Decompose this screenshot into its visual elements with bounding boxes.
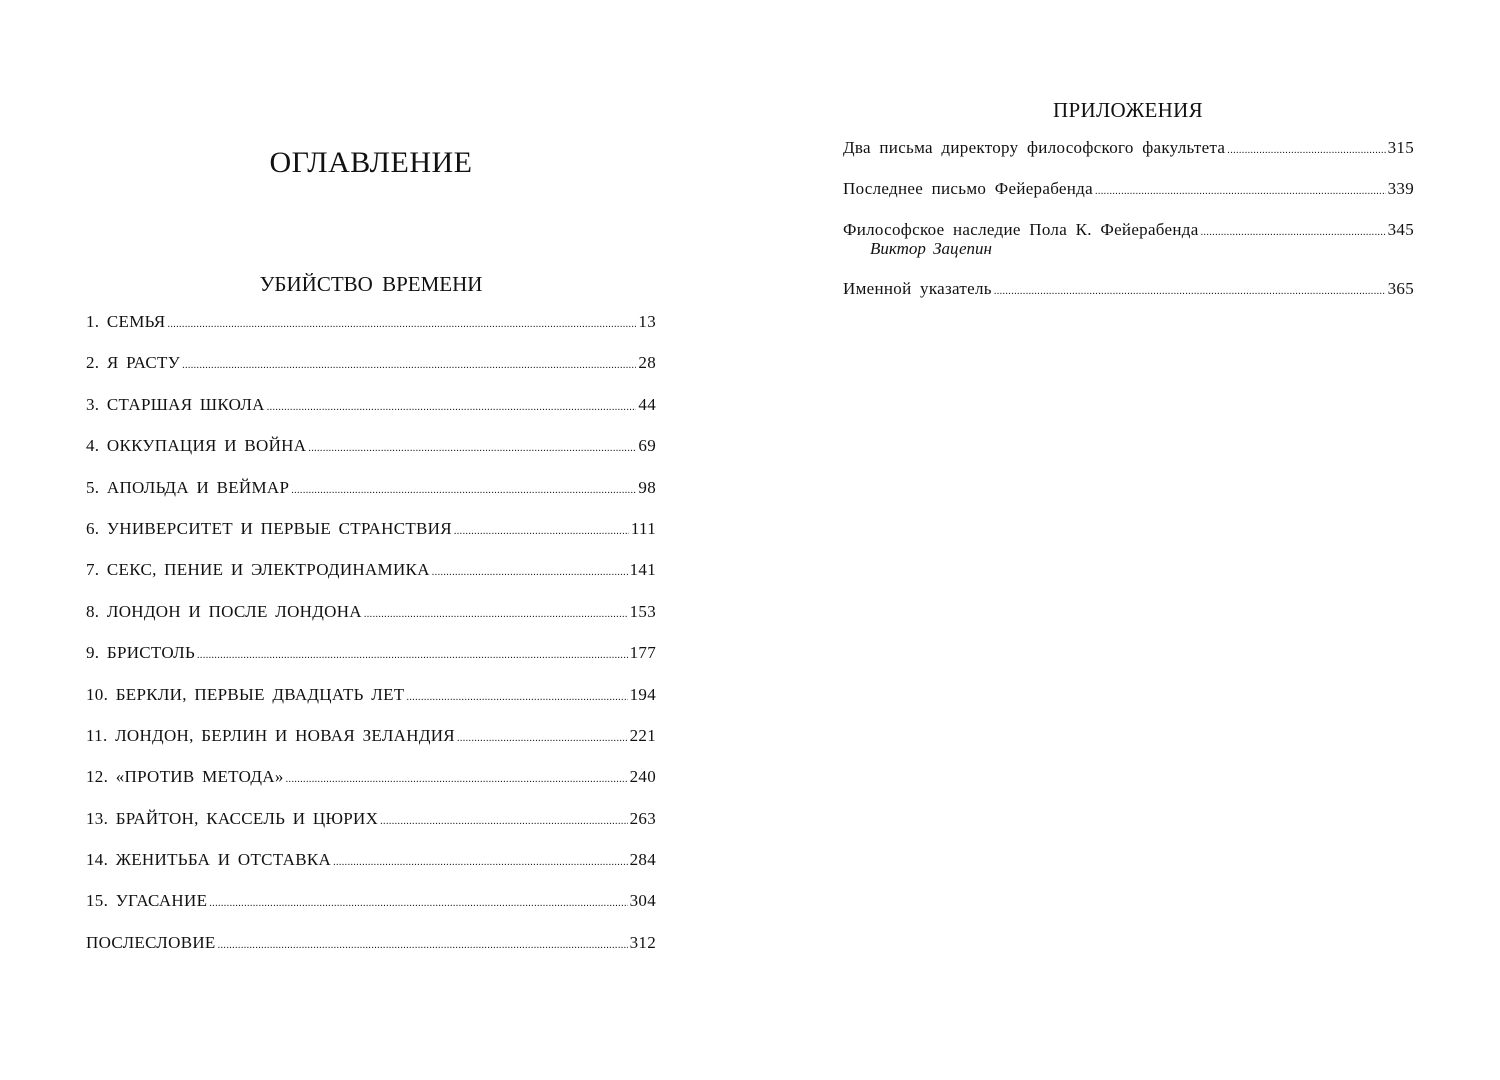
toc-entry [86, 726, 656, 767]
toc-entry [86, 312, 656, 353]
dot-leader [291, 485, 636, 496]
dot-leader [1095, 186, 1386, 197]
toc-entry-title: Именной указатель [843, 279, 992, 298]
toc-entry-title: 12. «ПРОТИВ МЕТОДА» [86, 767, 284, 787]
toc-entry-page-number: 345 [1387, 220, 1414, 239]
toc-entry-title: 4. ОККУПАЦИЯ И ВОЙНА [86, 436, 307, 456]
section-title: УБИЙСТВО ВРЕМЕНИ [259, 272, 483, 296]
toc-entry-title: 14. ЖЕНИТЬБА И ОТСТАВКА [86, 850, 332, 870]
dot-leader [267, 402, 637, 413]
toc-entry-title: Два письма директору философского факультета [843, 138, 1226, 157]
toc-entry [86, 478, 656, 519]
toc-entry-page-number: 98 [638, 477, 656, 497]
appendix-list [843, 138, 1414, 320]
toc-entry [843, 138, 1414, 159]
toc-entry [86, 519, 656, 560]
dot-leader [994, 286, 1386, 297]
toc-entry-page-number: 44 [638, 394, 656, 414]
page-title: ОГЛАВЛЕНИЕ [269, 146, 473, 179]
toc-entry-page-number: 111 [630, 518, 656, 538]
toc-entry [86, 933, 656, 974]
toc-entry-title: 2. Я РАСТУ [86, 353, 181, 373]
toc-entry-title: Последнее письмо Фейерабенда [843, 179, 1093, 198]
toc-entry [86, 602, 656, 643]
toc-entry-page-number: 339 [1387, 179, 1414, 198]
toc-entry-page-number: 315 [1387, 138, 1414, 157]
toc-entry-title: ПОСЛЕСЛОВИЕ [86, 932, 216, 952]
appendix-entry [843, 138, 1414, 159]
toc-entry-title: 9. БРИСТОЛЬ [86, 643, 196, 663]
dot-leader [364, 609, 628, 620]
toc-entry [86, 891, 656, 932]
toc-entry-title: 6. УНИВЕРСИТЕТ И ПЕРВЫЕ СТРАНСТВИЯ [86, 518, 452, 538]
appendix-entry [843, 279, 1414, 300]
toc-entry [86, 809, 656, 850]
dot-leader [1201, 227, 1386, 238]
toc-entry-page-number: 194 [629, 684, 656, 704]
toc-entry [843, 279, 1414, 300]
toc-entry-title: 13. БРАЙТОН, КАССЕЛЬ И ЦЮРИХ [86, 808, 379, 828]
appendix-entry [843, 220, 1414, 259]
dot-leader [209, 898, 627, 909]
toc-entry-page-number: 312 [629, 932, 656, 952]
toc-entry-title: Философское наследие Пола К. Фейерабенда [843, 220, 1199, 239]
toc-entry [86, 643, 656, 684]
dot-leader [308, 443, 636, 454]
dot-leader [333, 857, 628, 868]
toc-entry-title: 8. ЛОНДОН И ПОСЛЕ ЛОНДОНА [86, 601, 362, 621]
toc-entry-page-number: 240 [629, 767, 656, 787]
toc-entry-page-number: 28 [638, 353, 656, 373]
dot-leader [197, 650, 628, 661]
toc-list [86, 312, 656, 974]
toc-entry-page-number: 177 [629, 643, 656, 663]
dot-leader [432, 567, 628, 578]
toc-entry [86, 395, 656, 436]
toc-entry-page-number: 263 [629, 808, 656, 828]
dot-leader [286, 774, 628, 785]
toc-entry [86, 850, 656, 891]
toc-entry [843, 220, 1414, 241]
toc-entry [86, 436, 656, 477]
right-page [750, 0, 1500, 1080]
toc-entry-title: 1. СЕМЬЯ [86, 312, 166, 331]
toc-entry-page-number: 221 [629, 725, 656, 745]
toc-entry-title: 5. АПОЛЬДА И ВЕЙМАР [86, 477, 290, 497]
toc-entry-page-number: 284 [629, 850, 656, 870]
dot-leader [457, 733, 628, 744]
toc-entry-page-number: 13 [638, 312, 656, 331]
toc-entry [86, 685, 656, 726]
toc-entry-title: 3. СТАРШАЯ ШКОЛА [86, 394, 265, 414]
dot-leader [1227, 145, 1385, 156]
toc-entry-title: 15. УГАСАНИЕ [86, 891, 208, 911]
toc-entry-title: 7. СЕКС, ПЕНИЕ И ЭЛЕКТРОДИНАМИКА [86, 560, 430, 580]
dot-leader [454, 526, 629, 537]
toc-entry-page-number: 304 [629, 891, 656, 911]
dot-leader [406, 692, 627, 703]
toc-entry-page-number: 69 [638, 436, 656, 456]
toc-entry [86, 353, 656, 394]
toc-entry [86, 560, 656, 601]
appendix-entry [843, 179, 1414, 200]
toc-entry-page-number: 153 [629, 601, 656, 621]
dot-leader [167, 319, 636, 330]
toc-entry-page-number: 365 [1387, 279, 1414, 298]
appendix-title: ПРИЛОЖЕНИЯ [1053, 98, 1203, 122]
toc-entry [843, 179, 1414, 200]
dot-leader [182, 360, 636, 371]
toc-entry-title: 11. ЛОНДОН, БЕРЛИН И НОВАЯ ЗЕЛАНДИЯ [86, 725, 455, 745]
toc-entry-title: 10. БЕРКЛИ, ПЕРВЫЕ ДВАДЦАТЬ ЛЕТ [86, 684, 405, 704]
dot-leader [218, 940, 628, 951]
toc-entry [86, 767, 656, 808]
toc-entry-page-number: 141 [629, 560, 656, 580]
dot-leader [380, 816, 627, 827]
appendix-entry-author: Виктор Зацепин [870, 239, 992, 258]
